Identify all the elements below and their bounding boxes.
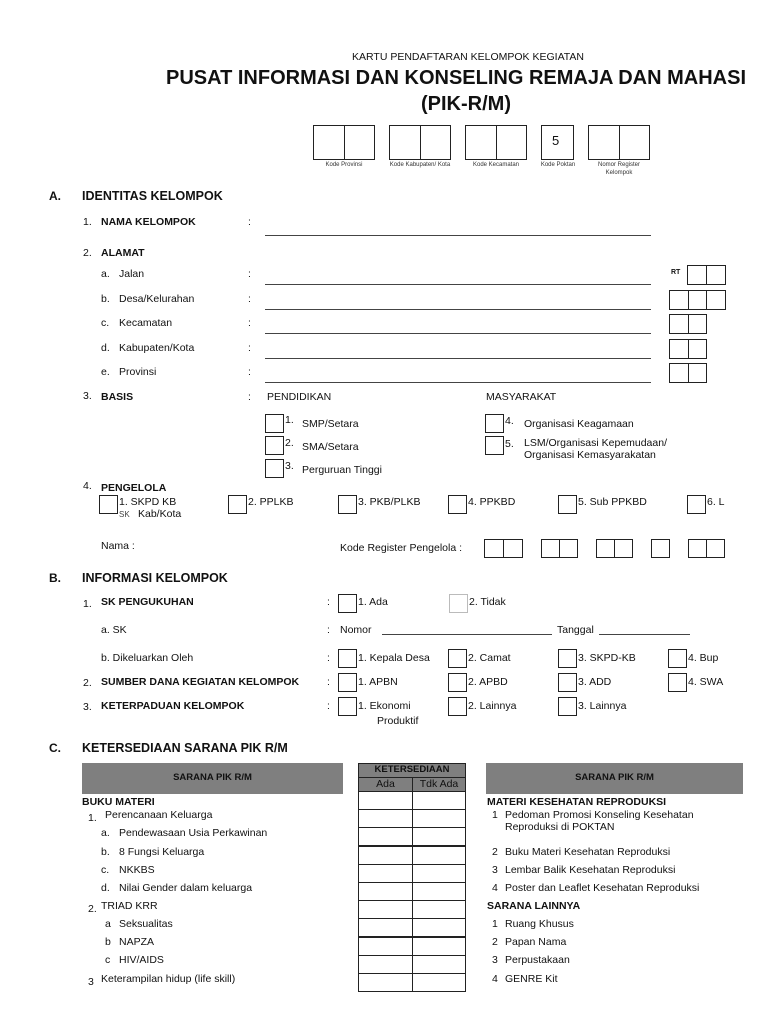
section-a-title: IDENTITAS KELOMPOK — [82, 189, 223, 203]
list-item: HIV/AIDS — [119, 954, 164, 966]
item-number: 1. — [83, 216, 92, 228]
materi-kespro-heading: MATERI KESEHATAN REPRODUKSI — [487, 796, 667, 808]
sarana-header-right-text: SARANA PIK R/M — [575, 772, 654, 783]
tdk-ada-cell[interactable] — [412, 955, 466, 974]
keterpaduan-label: KETERPADUAN KELOMPOK — [101, 700, 245, 712]
item-number: 2. — [83, 677, 92, 689]
sumber-apbd-checkbox[interactable] — [448, 673, 467, 692]
nomor-label: Nomor — [340, 624, 372, 636]
provinsi-label: Provinsi — [119, 366, 157, 378]
sk-a-label: a. SK — [101, 624, 127, 636]
alamat-label: ALAMAT — [101, 247, 145, 259]
keterpaduan-lainnya2-label: 3. Lainnya — [578, 700, 627, 712]
keterpaduan-ekonomi-checkbox[interactable] — [338, 697, 357, 716]
list-item: Keterampilan hidup (life skill) — [101, 973, 236, 985]
basis-keagamaan-checkbox[interactable] — [485, 414, 504, 433]
basis-lsm-label: LSM/Organisasi Kepemudaan/ — [524, 437, 667, 449]
option-number: 4. — [505, 415, 514, 427]
kode-kecamatan-label: Kode Kecamatan — [472, 162, 520, 168]
nomor-register-label: Nomor Register Kelompok — [597, 162, 640, 176]
basis-pt-checkbox[interactable] — [265, 459, 284, 478]
list-number: 2 — [492, 936, 498, 948]
address-letter: b. — [101, 293, 110, 305]
pengelola-subppkbd-checkbox[interactable] — [558, 495, 577, 514]
item-number: 1. — [83, 598, 92, 610]
list-item: Seksualitas — [119, 918, 173, 930]
ada-cell[interactable] — [358, 882, 413, 901]
kode-poktan-label: Kode Poktan — [540, 162, 576, 168]
section-c-title: KETERSEDIAAN SARANA PIK R/M — [82, 741, 288, 755]
jalan-field[interactable] — [265, 284, 651, 285]
list-number: 1 — [492, 918, 498, 930]
sk-b-label: b. Dikeluarkan Oleh — [101, 652, 194, 664]
kecamatan-label: Kecamatan — [119, 317, 173, 329]
pengelola-skpd-checkbox[interactable] — [99, 495, 118, 514]
basis-sma-checkbox[interactable] — [265, 436, 284, 455]
kode-register-pengelola-label: Kode Register Pengelola : — [340, 542, 462, 554]
basis-keagamaan-label: Organisasi Keagamaan — [524, 418, 634, 430]
list-item: Perencanaan Keluarga — [105, 809, 213, 821]
colon: : — [248, 216, 251, 228]
address-letter: a. — [101, 268, 110, 280]
kecamatan-field[interactable] — [265, 333, 651, 334]
list-item: Pedoman Promosi Konseling Kesehatan — [505, 809, 694, 821]
kode-provinsi-label: Kode Provinsi — [325, 162, 363, 168]
address-letter: e. — [101, 366, 110, 378]
list-number: 2 — [492, 846, 498, 858]
item-number: 4. — [83, 480, 92, 492]
list-item: GENRE Kit — [505, 973, 558, 985]
ada-cell[interactable] — [358, 937, 413, 956]
sumber-swadaya-checkbox[interactable] — [668, 673, 687, 692]
dikeluarkan-kepala-desa-label: 1. Kepala Desa — [358, 652, 430, 664]
ada-header-text: Ada — [376, 778, 395, 790]
colon: : — [248, 391, 251, 403]
sumber-dana-label: SUMBER DANA KEGIATAN KELOMPOK — [101, 676, 300, 688]
colon: : — [327, 700, 330, 712]
kabupaten-label: Kabupaten/Kota — [119, 342, 195, 354]
sk-pengukuhan-label: SK PENGUKUHAN — [101, 596, 194, 608]
list-item: Nilai Gender dalam keluarga — [119, 882, 253, 894]
list-number: 4 — [492, 973, 498, 985]
sumber-apbn-checkbox[interactable] — [338, 673, 357, 692]
keterpaduan-lainnya1-checkbox[interactable] — [448, 697, 467, 716]
dikeluarkan-bupati-checkbox[interactable] — [668, 649, 687, 668]
sumber-add-checkbox[interactable] — [558, 673, 577, 692]
basis-lsm-label-line2: Organisasi Kemasyarakatan — [524, 449, 656, 461]
section-b-title: INFORMASI KELOMPOK — [82, 571, 228, 585]
basis-smp-label: SMP/Setara — [302, 418, 359, 430]
list-number: 4 — [492, 882, 498, 894]
buku-materi-heading: BUKU MATERI — [82, 796, 155, 808]
list-number: 1. — [88, 812, 97, 824]
pengelola-pplkb-label: 2. PPLKB — [248, 496, 294, 508]
basis-label: BASIS — [101, 391, 134, 403]
jalan-label: Jalan — [119, 268, 145, 280]
list-item: NKKBS — [119, 864, 155, 876]
sarana-header-left-text: SARANA PIK R/M — [173, 772, 252, 783]
item-number: 2. — [83, 247, 92, 259]
colon: : — [248, 293, 251, 305]
tdk-ada-cell[interactable] — [412, 973, 466, 992]
tanggal-field[interactable] — [599, 634, 690, 635]
basis-pt-label: Perguruan Tinggi — [302, 464, 382, 476]
form-title: PUSAT INFORMASI DAN KONSELING REMAJA DAN MAHASI — [166, 67, 747, 89]
sk-tidak-checkbox[interactable] — [449, 594, 468, 613]
colon: : — [327, 676, 330, 688]
address-letter: d. — [101, 342, 110, 354]
form-subtitle: KARTU PENDAFTARAN KELOMPOK KEGIATAN — [352, 51, 585, 63]
ada-cell[interactable] — [358, 827, 413, 846]
dikeluarkan-bupati-label: 4. Bup — [688, 652, 719, 664]
dikeluarkan-camat-checkbox[interactable] — [448, 649, 467, 668]
colon: : — [327, 624, 330, 636]
ada-cell[interactable] — [358, 809, 413, 828]
sarana-lainnya-heading: SARANA LAINNYA — [487, 900, 581, 912]
list-item: Lembar Balik Kesehatan Reproduksi — [505, 864, 676, 876]
ada-cell[interactable] — [358, 955, 413, 974]
provinsi-field[interactable] — [265, 382, 651, 383]
pengelola-lainnya-checkbox[interactable] — [687, 495, 706, 514]
sumber-add-label: 3. ADD — [578, 676, 612, 688]
dikeluarkan-skpd-checkbox[interactable] — [558, 649, 577, 668]
basis-sma-label: SMA/Setara — [302, 441, 359, 453]
list-number: c — [105, 954, 111, 966]
form-title-abbrev: (PIK-R/M) — [421, 93, 511, 115]
list-number: 3 — [88, 976, 94, 988]
list-number: b. — [101, 846, 110, 858]
list-item: Poster dan Leaflet Kesehatan Reproduksi — [505, 882, 700, 894]
dikeluarkan-camat-label: 2. Camat — [468, 652, 511, 664]
list-number: a — [105, 918, 111, 930]
list-number: 2. — [88, 903, 97, 915]
dikeluarkan-skpd-label: 3. SKPD-KB — [578, 652, 636, 664]
item-number: 3. — [83, 701, 92, 713]
kode-kabupaten-label: Kode Kabupaten/ Kota — [389, 162, 451, 168]
ketersediaan-header-text: KETERSEDIAAN — [374, 764, 450, 775]
list-item: Ruang Khusus — [505, 918, 574, 930]
pendidikan-heading: PENDIDIKAN — [267, 391, 332, 403]
ada-cell[interactable] — [358, 864, 413, 883]
option-number: 2. — [285, 437, 294, 449]
tdk-ada-cell[interactable] — [412, 827, 466, 846]
colon: : — [248, 317, 251, 329]
rt-label: RT — [671, 269, 681, 276]
list-number: a. — [101, 827, 110, 839]
list-number: b — [105, 936, 111, 948]
keterpaduan-ekonomi-label-line2: Produktif — [377, 715, 419, 727]
nama-pengelola-label: Nama : — [101, 540, 135, 552]
pengelola-skpd-label-line2: Kab/Kota — [138, 508, 182, 520]
pengelola-pplkb-checkbox[interactable] — [228, 495, 247, 514]
option-number: 1. — [285, 414, 294, 426]
section-c-letter: C. — [49, 741, 61, 755]
colon: : — [248, 268, 251, 280]
list-item: Papan Nama — [505, 936, 567, 948]
sumber-swadaya-label: 4. SWA — [688, 676, 724, 688]
kabupaten-field[interactable] — [265, 358, 651, 359]
sk-tidak-label: 2. Tidak — [469, 596, 506, 608]
section-a-letter: A. — [49, 189, 61, 203]
pengelola-pkb-checkbox[interactable] — [338, 495, 357, 514]
list-item: Pendewasaan Usia Perkawinan — [119, 827, 268, 839]
list-item: NAPZA — [119, 936, 155, 948]
tdk-ada-cell[interactable] — [412, 937, 466, 956]
ada-cell[interactable] — [358, 918, 413, 937]
desa-field[interactable] — [265, 309, 651, 310]
keterpaduan-lainnya2-checkbox[interactable] — [558, 697, 577, 716]
colon: : — [327, 596, 330, 608]
ada-cell[interactable] — [358, 791, 413, 810]
nomor-field[interactable] — [382, 634, 552, 635]
list-number: 3 — [492, 864, 498, 876]
kode-poktan-value: 5 — [552, 133, 560, 148]
address-letter: c. — [101, 317, 110, 329]
ada-cell[interactable] — [358, 900, 413, 919]
section-b-letter: B. — [49, 571, 61, 585]
tdk-ada-cell[interactable] — [412, 809, 466, 828]
tdk-ada-cell[interactable] — [412, 918, 466, 937]
masyarakat-heading: MASYARAKAT — [486, 391, 557, 403]
pengelola-sk-label: SK — [119, 510, 130, 519]
nama-kelompok-field[interactable] — [265, 235, 651, 236]
basis-smp-checkbox[interactable] — [265, 414, 284, 433]
keterpaduan-lainnya1-label: 2. Lainnya — [468, 700, 517, 712]
list-number: 1 — [492, 809, 498, 821]
pengelola-label: PENGELOLA — [101, 482, 167, 494]
pengelola-lainnya-label: 6. L — [707, 496, 725, 508]
tdk-ada-cell[interactable] — [412, 882, 466, 901]
pengelola-ppkbd-label: 4. PPKBD — [468, 496, 516, 508]
item-number: 3. — [83, 390, 92, 402]
pengelola-subppkbd-label: 5. Sub PPKBD — [578, 496, 647, 508]
colon: : — [327, 652, 330, 664]
list-number: c. — [101, 864, 110, 876]
sumber-apbn-label: 1. APBN — [358, 676, 398, 688]
tanggal-label: Tanggal — [557, 624, 594, 636]
sk-ada-label: 1. Ada — [358, 596, 388, 608]
list-item: TRIAD KRR — [101, 900, 158, 912]
tdk-ada-cell[interactable] — [412, 791, 466, 810]
list-item: Buku Materi Kesehatan Reproduksi — [505, 846, 671, 858]
colon: : — [248, 366, 251, 378]
ada-cell[interactable] — [358, 846, 413, 865]
colon: : — [248, 342, 251, 354]
list-item-line2: Reproduksi di POKTAN — [505, 821, 615, 833]
pengelola-pkb-label: 3. PKB/PLKB — [358, 496, 421, 508]
pengelola-skpd-label: 1. SKPD KB — [119, 496, 177, 508]
list-number: d. — [101, 882, 110, 894]
pengelola-ppkbd-checkbox[interactable] — [448, 495, 467, 514]
option-number: 5. — [505, 438, 514, 450]
tdk-ada-cell[interactable] — [412, 846, 466, 865]
list-item: Perpustakaan — [505, 954, 570, 966]
tdk-ada-cell[interactable] — [412, 900, 466, 919]
list-number: 3 — [492, 954, 498, 966]
sumber-apbd-label: 2. APBD — [468, 676, 508, 688]
keterpaduan-ekonomi-label: 1. Ekonomi — [358, 700, 411, 712]
dikeluarkan-kepala-desa-checkbox[interactable] — [338, 649, 357, 668]
tdk-ada-cell[interactable] — [412, 864, 466, 883]
basis-lsm-checkbox[interactable] — [485, 436, 504, 455]
ada-cell[interactable] — [358, 973, 413, 992]
option-number: 3. — [285, 460, 294, 472]
desa-label: Desa/Kelurahan — [119, 293, 195, 305]
nama-kelompok-label: NAMA KELOMPOK — [101, 216, 196, 228]
sk-ada-checkbox[interactable] — [338, 594, 357, 613]
list-item: 8 Fungsi Keluarga — [119, 846, 205, 858]
tdk-ada-header-text: Tdk Ada — [419, 778, 459, 790]
